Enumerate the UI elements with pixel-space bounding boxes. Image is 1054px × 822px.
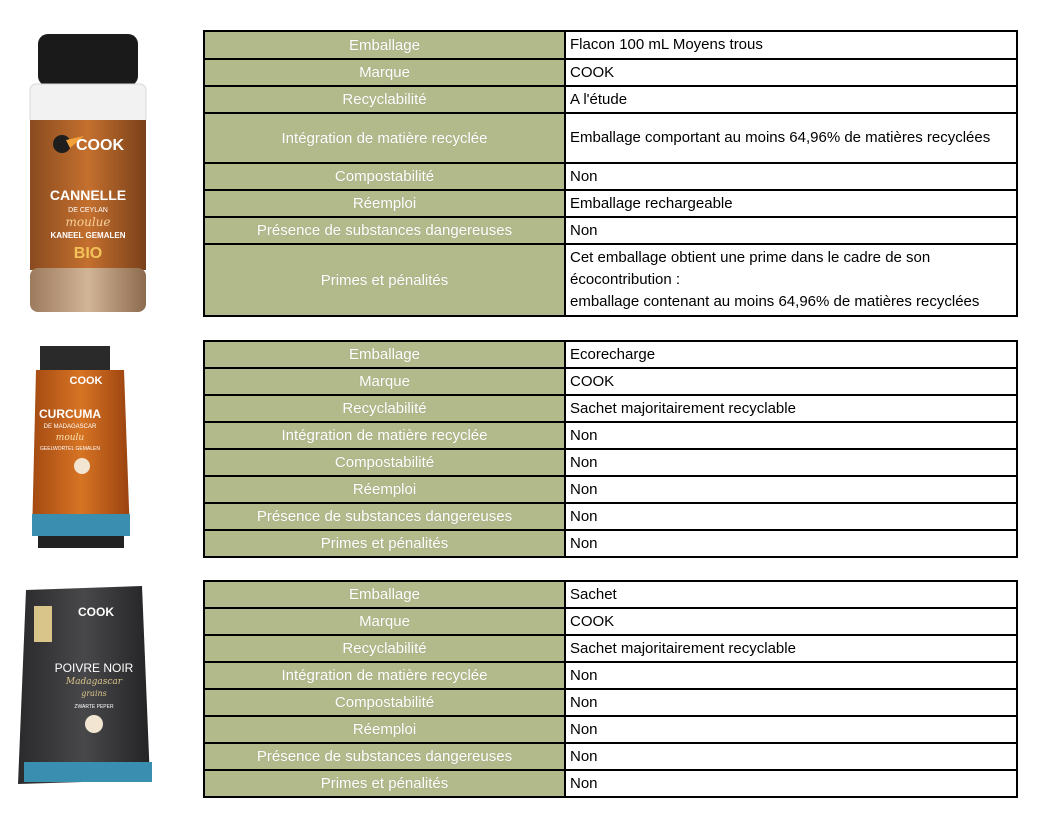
- label-substances: Présence de substances dangereuses: [205, 744, 564, 769]
- label-marque: Marque: [205, 369, 564, 394]
- spice-jar-image-icon: [26, 32, 150, 316]
- value-reemploi: Non: [566, 477, 1016, 502]
- value-substances: Non: [566, 218, 1016, 243]
- jar-product-dutch: KANEEL GEMALEN: [50, 231, 126, 240]
- value-marque: COOK: [566, 60, 1016, 85]
- pepper-bag-image-icon: [14, 584, 156, 792]
- jar-product-name: CANNELLE: [49, 187, 127, 203]
- label-integration: Intégration de matière recyclée: [205, 423, 564, 448]
- value-marque: COOK: [566, 369, 1016, 394]
- value-reemploi: Emballage rechargeable: [566, 191, 1016, 216]
- label-recyclabilite: Recyclabilité: [205, 87, 564, 112]
- cannelle-jar-image: [26, 32, 150, 316]
- jar-product-style: moulue: [65, 215, 111, 229]
- value-primes: Non: [566, 531, 1016, 556]
- label-primes: Primes et pénalités: [205, 771, 564, 796]
- label-marque: Marque: [205, 609, 564, 634]
- label-recyclabilite: Recyclabilité: [205, 636, 564, 661]
- packaging-table-poivre: [203, 580, 1018, 798]
- bag-product-subtitle: Madagascar: [65, 677, 123, 687]
- label-recyclabilite: Recyclabilité: [205, 396, 564, 421]
- value-recyclabilite: Sachet majoritairement recyclable: [566, 636, 1016, 661]
- value-primes: Non: [566, 771, 1016, 796]
- jar-product-subtitle: DE CEYLAN: [68, 207, 108, 214]
- label-substances: Présence de substances dangereuses: [205, 218, 564, 243]
- value-integration: Non: [566, 663, 1016, 688]
- value-substances: Non: [566, 504, 1016, 529]
- pouch-product-dutch: GEELWORTEL GEMALEN: [40, 446, 100, 452]
- bag-product-style: grains: [81, 689, 107, 698]
- value-compostabilite: Non: [566, 690, 1016, 715]
- value-integration: Emballage comportant au moins 64,96% de matières recyclées: [566, 114, 1016, 162]
- label-emballage: Emballage: [205, 342, 564, 367]
- label-compostabilite: Compostabilité: [205, 690, 564, 715]
- value-recyclabilite: Sachet majoritairement recyclable: [566, 396, 1016, 421]
- pouch-product-style: moulu: [55, 433, 85, 443]
- spice-refill-pouch-image-icon: [30, 346, 138, 552]
- label-compostabilite: Compostabilité: [205, 164, 564, 189]
- label-integration: Intégration de matière recyclée: [205, 663, 564, 688]
- label-reemploi: Réemploi: [205, 477, 564, 502]
- value-primes: Cet emballage obtient une prime dans le cadre de son écocontribution : emballage contenant au moins 64,96% de matières recyclées: [566, 245, 1016, 315]
- label-integration: Intégration de matière recyclée: [205, 114, 564, 162]
- label-primes: Primes et pénalités: [205, 531, 564, 556]
- label-compostabilite: Compostabilité: [205, 450, 564, 475]
- pouch-product-name: CURCUMA: [39, 407, 101, 421]
- poivre-bag-image: [14, 584, 156, 792]
- value-compostabilite: Non: [566, 450, 1016, 475]
- packaging-table-cannelle: [203, 30, 1018, 317]
- value-emballage: Sachet: [566, 582, 1016, 607]
- pouch-brand: COOK: [69, 375, 103, 387]
- label-reemploi: Réemploi: [205, 717, 564, 742]
- label-marque: Marque: [205, 60, 564, 85]
- label-reemploi: Réemploi: [205, 191, 564, 216]
- label-primes: Primes et pénalités: [205, 245, 564, 315]
- pouch-product-subtitle: DE MADAGASCAR: [43, 424, 97, 430]
- value-substances: Non: [566, 744, 1016, 769]
- bag-product-dutch: ZWARTE PEPER: [74, 704, 114, 710]
- value-emballage: Ecorecharge: [566, 342, 1016, 367]
- label-emballage: Emballage: [205, 582, 564, 607]
- value-reemploi: Non: [566, 717, 1016, 742]
- bag-product-name: POIVRE NOIR: [54, 661, 134, 675]
- value-recyclabilite: A l'étude: [566, 87, 1016, 112]
- value-marque: COOK: [566, 609, 1016, 634]
- curcuma-pouch-image: [30, 346, 138, 552]
- jar-brand: COOK: [76, 137, 124, 154]
- value-emballage: Flacon 100 mL Moyens trous: [566, 32, 1016, 58]
- bag-brand: COOK: [78, 605, 114, 619]
- label-substances: Présence de substances dangereuses: [205, 504, 564, 529]
- value-integration: Non: [566, 423, 1016, 448]
- packaging-table-curcuma: [203, 340, 1018, 558]
- value-compostabilite: Non: [566, 164, 1016, 189]
- label-emballage: Emballage: [205, 32, 564, 58]
- jar-bio-badge: BIO: [73, 245, 103, 262]
